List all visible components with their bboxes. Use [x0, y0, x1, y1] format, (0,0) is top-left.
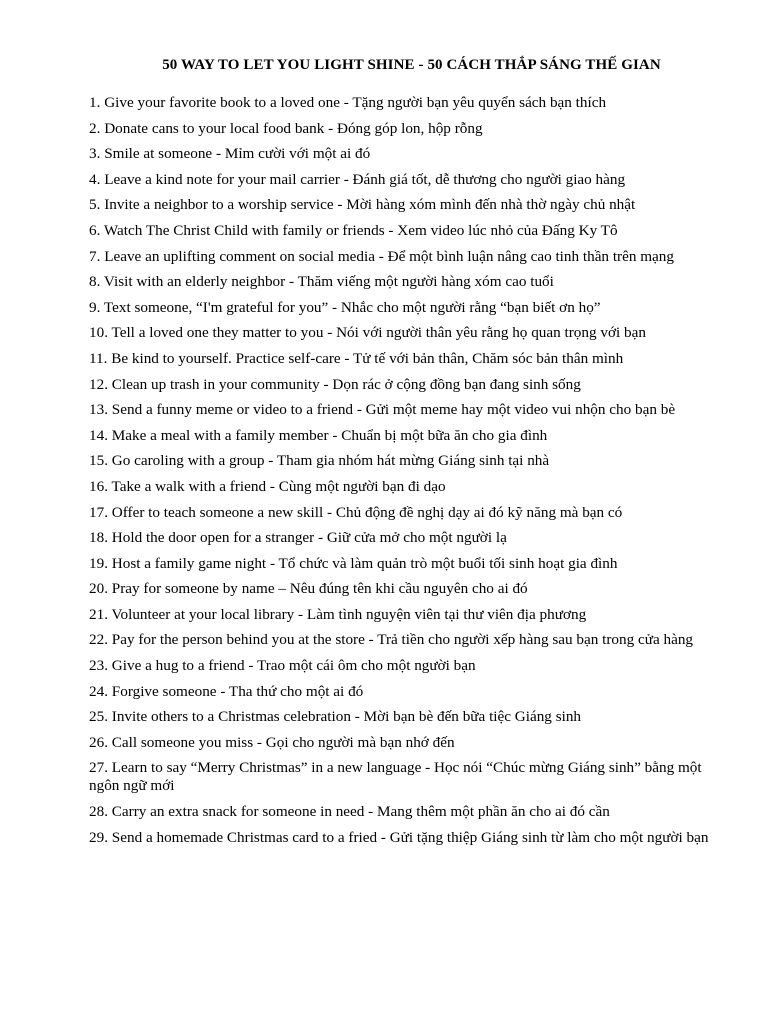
list-item: 27. Learn to say “Merry Christmas” in a new language - Học nói “Chúc mừng Giáng sinh” bằng một ngôn ngữ mới	[89, 759, 702, 795]
list-item: 11. Be kind to yourself. Practice self-care - Tử tế với bản thân, Chăm sóc bản thân mình	[89, 349, 624, 367]
list-item: 19. Host a family game night - Tổ chức và làm quản trò một buổi tối sinh hoạt gia đình	[89, 554, 618, 572]
list-item: 5. Invite a neighbor to a worship service - Mời hàng xóm mình đến nhà thờ ngày chủ nhật	[89, 196, 636, 214]
list-item: 26. Call someone you miss - Gọi cho người mà bạn nhớ đến	[89, 733, 455, 751]
list-item: 6. Watch The Christ Child with family or friends - Xem video lúc nhỏ của Đấng Ky Tô	[89, 221, 618, 239]
list-item: 28. Carry an extra snack for someone in need - Mang thêm một phần ăn cho ai đó cần	[89, 803, 610, 821]
list-item: 14. Make a meal with a family member - Chuẩn bị một bữa ăn cho gia đình	[89, 426, 548, 444]
list-item: 25. Invite others to a Christmas celebration - Mời bạn bè đến bữa tiệc Giáng sinh	[89, 708, 582, 726]
list-item: 15. Go caroling with a group - Tham gia nhóm hát mừng Giáng sinh tại nhà	[89, 452, 550, 470]
document-title: 50 WAY TO LET YOU LIGHT SHINE - 50 CÁCH THẮP SÁNG THẾ GIAN	[162, 57, 661, 73]
list-item: 16. Take a walk with a friend - Cùng một người bạn đi dạo	[89, 477, 446, 495]
list-item: 9. Text someone, “I'm grateful for you” - Nhắc cho một người rằng “bạn biết ơn họ”	[89, 298, 601, 316]
list-item: 8. Visit with an elderly neighbor - Thăm viếng một người hàng xóm cao tuổi	[89, 273, 554, 291]
list-item: 12. Clean up trash in your community - Dọn rác ở cộng đồng bạn đang sinh sống	[89, 375, 581, 393]
list-item: 13. Send a funny meme or video to a friend - Gửi một meme hay một video vui nhộn cho bạn bè	[89, 401, 676, 419]
list-item: 1. Give your favorite book to a loved one - Tặng người bạn yêu quyển sách bạn thích	[89, 94, 607, 111]
list-item: 3. Smile at someone - Mỉm cười với một ai đó	[89, 145, 371, 163]
list-item: 20. Pray for someone by name – Nêu đúng tên khi cầu nguyên cho ai đó	[89, 580, 528, 598]
list-item: 29. Send a homemade Christmas card to a fried - Gửi tặng thiệp Giáng sinh từ làm cho một người bạn	[89, 828, 709, 846]
list-item: 18. Hold the door open for a stranger - Giữ cửa mở cho một người lạ	[89, 529, 507, 547]
list-item: 7. Leave an uplifting comment on social media - Để một bình luận nâng cao tinh thần trên mạng	[89, 247, 674, 265]
list-item: 2. Donate cans to your local food bank - Đóng góp lon, hộp rỗng	[89, 119, 483, 137]
list-item: 10. Tell a loved one they matter to you - Nói với người thân yêu rằng họ quan trọng với bạn	[89, 324, 646, 342]
list-item: 21. Volunteer at your local library - Làm tình nguyện viên tại thư viên địa phương	[89, 605, 587, 623]
list-item: 4. Leave a kind note for your mail carrier - Đánh giá tốt, dễ thương cho người giao hàng	[89, 170, 626, 188]
list-item: 17. Offer to teach someone a new skill - Chủ động đề nghị dạy ai đó kỹ năng mà bạn có	[89, 503, 623, 521]
list-item: 23. Give a hug to a friend - Trao một cái ôm cho một người bạn	[89, 657, 476, 675]
tips-list	[89, 94, 710, 847]
list-item: 24. Forgive someone - Tha thứ cho một ai đó	[89, 682, 364, 700]
list-item: 22. Pay for the person behind you at the store - Trả tiền cho người xếp hàng sau bạn trong cửa hàng	[89, 631, 694, 649]
